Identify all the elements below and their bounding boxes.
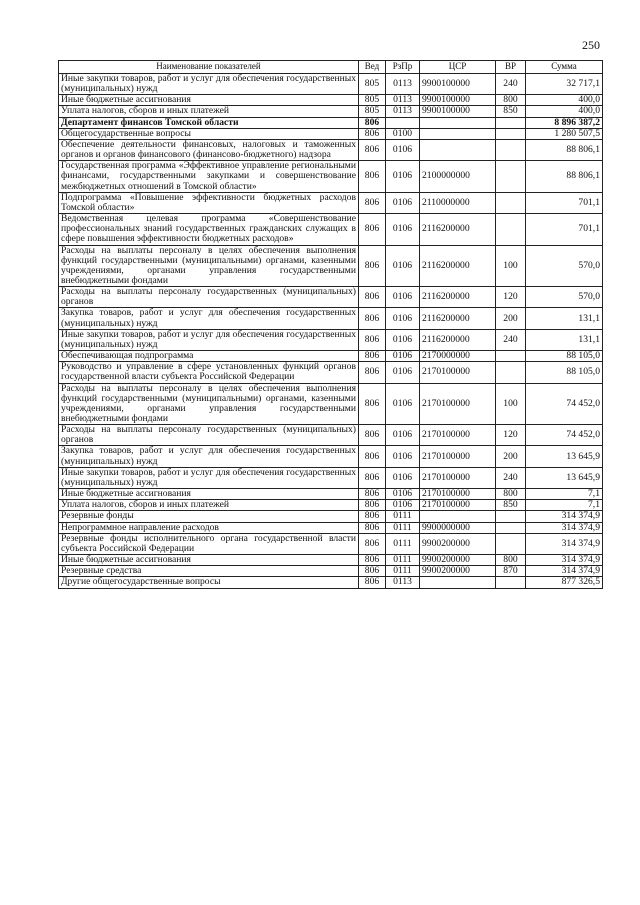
row-name: Ведомственная целевая программа «Совершенствование профессиональных знаний государственных гражданских служащих в сфере повышения эффективности бюджетных расходов» <box>59 214 359 245</box>
row-rzpr: 0111 <box>386 566 420 577</box>
table-row <box>59 245 603 287</box>
row-name: Закупка товаров, работ и услуг для обеспечения государственных (муниципальных) нужд <box>59 446 359 467</box>
table-row <box>59 214 603 245</box>
row-rzpr <box>386 117 420 128</box>
row-name: Расходы на выплаты персоналу в целях обеспечения выполнения функций государственными (муниципальными) органами, казенными учреждениями, органами управления государственными внебюджетными фондами <box>59 383 359 425</box>
row-vr <box>496 214 526 245</box>
row-sum: 314 374,9 <box>526 511 603 522</box>
row-rzpr: 0106 <box>386 383 420 425</box>
row-vr <box>496 192 526 213</box>
row-sum: 7,1 <box>526 489 603 500</box>
row-ved: 806 <box>359 245 386 287</box>
row-ved: 806 <box>359 161 386 192</box>
row-name: Подпрограмма «Повышение эффективности бюджетных расходов Томской области» <box>59 192 359 213</box>
row-csr: 9900100000 <box>420 106 496 117</box>
table-row <box>59 308 603 329</box>
row-name: Расходы на выплаты персоналу в целях обеспечения выполнения функций государственными (муниципальными) органами, казенными учреждениями, органами управления государственными внебюджетными фондами <box>59 245 359 287</box>
row-rzpr: 0106 <box>386 308 420 329</box>
row-csr: 9900200000 <box>420 566 496 577</box>
row-ved: 806 <box>359 533 386 554</box>
row-sum: 32 717,1 <box>526 74 603 95</box>
row-csr: 2116200000 <box>420 214 496 245</box>
row-ved: 805 <box>359 95 386 106</box>
table-row <box>59 287 603 308</box>
row-sum: 88 105,0 <box>526 362 603 383</box>
row-vr <box>496 533 526 554</box>
table-row <box>59 95 603 106</box>
row-csr: 2170100000 <box>420 500 496 511</box>
row-name: Расходы на выплаты персоналу государственных (муниципальных) органов <box>59 425 359 446</box>
row-csr: 9900200000 <box>420 555 496 566</box>
row-csr: 2100000000 <box>420 161 496 192</box>
row-ved: 806 <box>359 489 386 500</box>
row-csr <box>420 117 496 128</box>
table-row <box>59 362 603 383</box>
row-rzpr: 0106 <box>386 245 420 287</box>
table-row <box>59 425 603 446</box>
row-rzpr: 0113 <box>386 577 420 588</box>
row-sum: 701,1 <box>526 192 603 213</box>
row-ved: 806 <box>359 362 386 383</box>
row-rzpr: 0106 <box>386 362 420 383</box>
table-row <box>59 383 603 425</box>
header-vr: ВР <box>496 61 526 74</box>
row-sum: 88 105,0 <box>526 351 603 362</box>
row-sum: 13 645,9 <box>526 467 603 488</box>
row-vr: 200 <box>496 308 526 329</box>
table-row <box>59 500 603 511</box>
row-name: Руководство и управление в сфере установленных функций органов государственной власти субъекта Российской Федерации <box>59 362 359 383</box>
row-sum: 88 806,1 <box>526 161 603 192</box>
row-ved: 805 <box>359 106 386 117</box>
row-sum: 314 374,9 <box>526 533 603 554</box>
row-csr: 9900200000 <box>420 533 496 554</box>
row-csr: 9900100000 <box>420 95 496 106</box>
row-csr: 2170100000 <box>420 467 496 488</box>
row-sum: 88 806,1 <box>526 139 603 160</box>
row-rzpr: 0113 <box>386 106 420 117</box>
row-sum: 131,1 <box>526 329 603 350</box>
table-row <box>59 351 603 362</box>
row-sum: 74 452,0 <box>526 425 603 446</box>
table-row <box>59 106 603 117</box>
row-ved: 806 <box>359 308 386 329</box>
row-vr <box>496 117 526 128</box>
row-rzpr: 0113 <box>386 74 420 95</box>
row-csr: 2170100000 <box>420 425 496 446</box>
row-csr <box>420 128 496 139</box>
row-ved: 806 <box>359 467 386 488</box>
row-rzpr: 0106 <box>386 214 420 245</box>
row-rzpr: 0106 <box>386 139 420 160</box>
row-ved: 805 <box>359 74 386 95</box>
row-vr <box>496 161 526 192</box>
table-row <box>59 446 603 467</box>
row-rzpr: 0111 <box>386 533 420 554</box>
budget-table <box>58 60 603 589</box>
row-name: Иные бюджетные ассигнования <box>59 95 359 106</box>
row-name: Департамент финансов Томской области <box>59 117 359 128</box>
table-row <box>59 161 603 192</box>
row-ved: 806 <box>359 383 386 425</box>
row-rzpr: 0106 <box>386 192 420 213</box>
table-row <box>59 329 603 350</box>
row-ved: 806 <box>359 117 386 128</box>
header-csr: ЦСР <box>420 61 496 74</box>
row-ved: 806 <box>359 566 386 577</box>
row-sum: 1 280 507,5 <box>526 128 603 139</box>
row-rzpr: 0111 <box>386 522 420 533</box>
row-ved: 806 <box>359 351 386 362</box>
row-name: Общегосударственные вопросы <box>59 128 359 139</box>
row-vr <box>496 128 526 139</box>
row-csr: 2116200000 <box>420 308 496 329</box>
table-body <box>59 74 603 589</box>
row-rzpr: 0111 <box>386 555 420 566</box>
row-vr: 850 <box>496 500 526 511</box>
row-sum: 400,0 <box>526 106 603 117</box>
row-vr: 800 <box>496 95 526 106</box>
row-csr: 9900100000 <box>420 74 496 95</box>
table-row <box>59 522 603 533</box>
page-number: 250 <box>582 38 600 52</box>
row-vr <box>496 351 526 362</box>
row-ved: 806 <box>359 446 386 467</box>
row-ved: 806 <box>359 329 386 350</box>
row-ved: 806 <box>359 555 386 566</box>
row-vr: 850 <box>496 106 526 117</box>
row-vr: 120 <box>496 425 526 446</box>
row-ved: 806 <box>359 511 386 522</box>
row-rzpr: 0113 <box>386 95 420 106</box>
row-sum: 570,0 <box>526 287 603 308</box>
row-ved: 806 <box>359 577 386 588</box>
row-csr: 2116200000 <box>420 287 496 308</box>
row-name: Обеспечение деятельности финансовых, налоговых и таможенных органов и органов финансового (финансово-бюджетного) надзора <box>59 139 359 160</box>
row-rzpr: 0106 <box>386 446 420 467</box>
row-csr <box>420 577 496 588</box>
row-csr <box>420 139 496 160</box>
row-ved: 806 <box>359 192 386 213</box>
header-name: Наименование показателей <box>59 61 359 74</box>
table-row <box>59 128 603 139</box>
row-sum: 314 374,9 <box>526 566 603 577</box>
row-sum: 314 374,9 <box>526 555 603 566</box>
row-csr: 2170000000 <box>420 351 496 362</box>
row-sum: 13 645,9 <box>526 446 603 467</box>
row-name: Расходы на выплаты персоналу государственных (муниципальных) органов <box>59 287 359 308</box>
row-name: Резервные фонды <box>59 511 359 522</box>
row-name: Иные закупки товаров, работ и услуг для обеспечения государственных (муниципальных) нужд <box>59 329 359 350</box>
row-rzpr: 0106 <box>386 467 420 488</box>
row-name: Резервные фонды исполнительного органа государственной власти субъекта Российской Федерации <box>59 533 359 554</box>
row-rzpr: 0106 <box>386 425 420 446</box>
row-ved: 806 <box>359 287 386 308</box>
row-name: Резервные средства <box>59 566 359 577</box>
row-rzpr: 0100 <box>386 128 420 139</box>
table-row <box>59 555 603 566</box>
row-ved: 806 <box>359 425 386 446</box>
row-vr: 800 <box>496 555 526 566</box>
row-name: Другие общегосударственные вопросы <box>59 577 359 588</box>
row-csr: 2170100000 <box>420 362 496 383</box>
row-name: Закупка товаров, работ и услуг для обеспечения государственных (муниципальных) нужд <box>59 308 359 329</box>
row-vr: 240 <box>496 467 526 488</box>
row-name: Государственная программа «Эффективное управление региональными финансами, государственными закупками и совершенствование межбюджетных отношений в Томской области» <box>59 161 359 192</box>
row-vr <box>496 362 526 383</box>
row-name: Иные бюджетные ассигнования <box>59 555 359 566</box>
table-row <box>59 511 603 522</box>
header-ved: Вед <box>359 61 386 74</box>
row-vr <box>496 511 526 522</box>
table-row <box>59 489 603 500</box>
row-csr: 2110000000 <box>420 192 496 213</box>
row-csr: 9900000000 <box>420 522 496 533</box>
row-ved: 806 <box>359 139 386 160</box>
row-vr: 120 <box>496 287 526 308</box>
table-row <box>59 577 603 588</box>
row-sum: 701,1 <box>526 214 603 245</box>
row-sum: 570,0 <box>526 245 603 287</box>
row-csr: 2170100000 <box>420 383 496 425</box>
row-name: Обеспечивающая подпрограмма <box>59 351 359 362</box>
row-ved: 806 <box>359 522 386 533</box>
row-vr: 100 <box>496 383 526 425</box>
row-sum: 7,1 <box>526 500 603 511</box>
row-vr: 870 <box>496 566 526 577</box>
row-vr: 200 <box>496 446 526 467</box>
row-ved: 806 <box>359 500 386 511</box>
header-rzpr: РзПр <box>386 61 420 74</box>
row-name: Уплата налогов, сборов и иных платежей <box>59 500 359 511</box>
table-row <box>59 533 603 554</box>
row-rzpr: 0106 <box>386 161 420 192</box>
row-name: Непрограммное направление расходов <box>59 522 359 533</box>
row-ved: 806 <box>359 128 386 139</box>
row-rzpr: 0106 <box>386 351 420 362</box>
row-name: Уплата налогов, сборов и иных платежей <box>59 106 359 117</box>
row-rzpr: 0106 <box>386 500 420 511</box>
row-ved: 806 <box>359 214 386 245</box>
table-row <box>59 74 603 95</box>
row-vr: 100 <box>496 245 526 287</box>
row-name: Иные закупки товаров, работ и услуг для обеспечения государственных (муниципальных) нужд <box>59 74 359 95</box>
table-row <box>59 192 603 213</box>
row-csr: 2116200000 <box>420 329 496 350</box>
row-sum: 314 374,9 <box>526 522 603 533</box>
row-rzpr: 0106 <box>386 287 420 308</box>
row-csr: 2170100000 <box>420 446 496 467</box>
row-sum: 74 452,0 <box>526 383 603 425</box>
row-sum: 877 326,5 <box>526 577 603 588</box>
row-name: Иные бюджетные ассигнования <box>59 489 359 500</box>
row-sum: 400,0 <box>526 95 603 106</box>
table-row <box>59 467 603 488</box>
row-sum: 131,1 <box>526 308 603 329</box>
row-csr: 2170100000 <box>420 489 496 500</box>
row-rzpr: 0106 <box>386 329 420 350</box>
row-vr <box>496 139 526 160</box>
table-row <box>59 566 603 577</box>
row-vr <box>496 522 526 533</box>
row-csr <box>420 511 496 522</box>
row-name: Иные закупки товаров, работ и услуг для обеспечения государственных (муниципальных) нужд <box>59 467 359 488</box>
row-vr <box>496 577 526 588</box>
row-sum: 8 896 387,2 <box>526 117 603 128</box>
row-vr: 800 <box>496 489 526 500</box>
table-row <box>59 139 603 160</box>
table-header-row <box>59 61 603 74</box>
row-vr: 240 <box>496 329 526 350</box>
header-sum: Сумма <box>526 61 603 74</box>
row-rzpr: 0106 <box>386 489 420 500</box>
table-row <box>59 117 603 128</box>
row-rzpr: 0111 <box>386 511 420 522</box>
row-vr: 240 <box>496 74 526 95</box>
row-csr: 2116200000 <box>420 245 496 287</box>
